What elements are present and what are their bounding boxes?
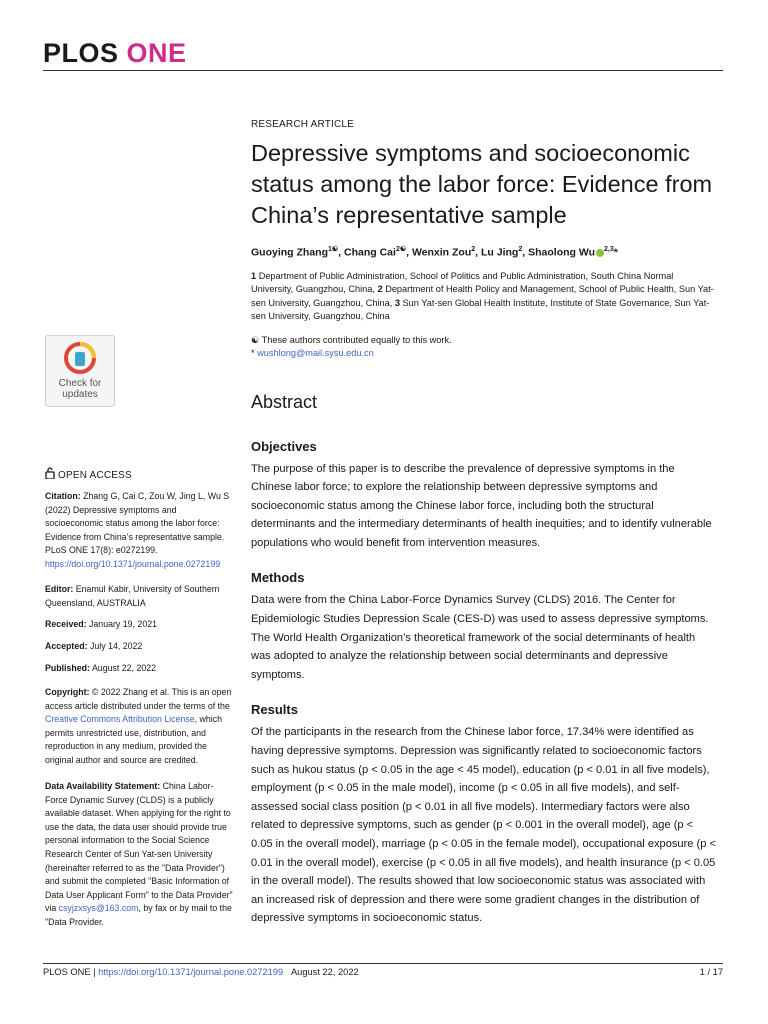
data-availability-block — [45, 780, 235, 930]
author-separator: , — [475, 246, 482, 259]
section-text: The purpose of this paper is to describe the prevalence of depressive symptoms in the Chinese labor force; to explore the relationship between depressive symptoms and socioeconomic status among the Chinese labor force, including both the structural determinants and the intermediary determinants of health inequities; and to identify vulnerable populations who would benefit from intervention measures. — [251, 462, 712, 549]
badge-label-line-1: Check for — [58, 378, 102, 389]
author[interactable]: Wenxin Zou — [411, 246, 472, 259]
editor-block — [45, 583, 235, 610]
author-affil-mark: 2 — [471, 246, 476, 253]
footer-rule — [43, 963, 723, 964]
affiliations — [251, 270, 716, 324]
section-text: Of the participants in the research from the Chinese labor force, 17.34% were identified as having depressive symptoms. Depression was significantly related to socioeconomic factors such as hukou status (p < 0.05 in the age < 45 model), education (p < 0.01 in all five models), employment (p < 0.05 in the male model), income (p < 0.05 in all five models), and self-assessed social class position (p < 0.01 in all five models). Intermediary factors were also related to depressive symptoms, such as gender (p < 0.001 in the overall model), age (p < 0.05 in the overall model), marriage (p < 0.05 in the female model), occupational exposure (p < 0.01 in the overall model), exercise (p < 0.05 in all five models), and health insurance (p < 0.05 in the overall model). The results showed that low socioeconomic status was associated with an increased risk of depression and there were some gradient changes in the distribution of depressive symptoms in socioeconomic status. — [251, 726, 716, 925]
received-label: Received: — [45, 619, 87, 629]
page-footer — [43, 967, 723, 977]
corr-mark: * — [251, 347, 255, 358]
author-separator: , — [522, 246, 529, 259]
article-title: Depressive symptoms and socioeconomic status among the labor force: Evidence from China’s representative sample — [251, 140, 713, 228]
open-access-text: OPEN ACCESS — [57, 470, 132, 481]
abstract-section-results — [251, 702, 716, 928]
footer-journal: PLOS ONE — [43, 967, 91, 977]
page-number: 1 / 17 — [699, 967, 723, 977]
footer-separator: | — [90, 967, 99, 977]
accepted-label: Accepted: — [45, 641, 88, 651]
author[interactable]: Chang Cai — [344, 246, 396, 259]
published-label: Published: — [45, 663, 90, 673]
author[interactable]: Lu Jing — [481, 246, 519, 259]
section-heading: Results — [251, 702, 298, 718]
data-provider-email-link[interactable]: csyjzxsys@163.com — [58, 903, 139, 914]
data-availability-text-end: , by fax or by mail to the "Data Provider. — [45, 903, 232, 927]
journal-logo — [43, 38, 187, 69]
footer-date: August 22, 2022 — [290, 967, 359, 977]
author-affil-mark: 2 — [518, 246, 523, 253]
author-list — [251, 243, 716, 260]
section-heading: Objectives — [251, 438, 317, 454]
header-rule — [43, 70, 723, 71]
main-column — [251, 119, 716, 928]
article-type: RESEARCH ARTICLE — [251, 119, 355, 130]
logo-one: ONE — [126, 38, 187, 68]
published-date: August 22, 2022 — [91, 663, 157, 673]
affil-text: Sun Yat-sen Global Health Institute, Institute of State Governance, Sun Yat-sen University, Guangzhou, China — [251, 297, 710, 321]
orcid-icon[interactable] — [596, 249, 604, 257]
author-affil-mark: 2☯ — [395, 246, 407, 253]
abstract-section-methods — [251, 570, 716, 684]
footer-doi-link[interactable]: https://doi.org/10.1371/journal.pone.0272199 — [98, 967, 284, 977]
abstract-section-objectives — [251, 439, 716, 553]
author[interactable]: Shaolong Wu — [528, 246, 595, 259]
equal-contribution-note: ☯ These authors contributed equally to this work. — [251, 334, 452, 345]
copyright-text-end: , which permits unrestricted use, distribution, and reproduction in any medium, provided the original author and source are credited. — [45, 714, 223, 765]
citation-label: Citation: — [45, 491, 81, 501]
author-affil-mark: 1☯ — [328, 246, 339, 253]
update-check-icon — [64, 342, 96, 374]
copyright-text: © 2022 Zhang et al. This is an open access article distributed under the terms of the — [45, 687, 232, 711]
citation-block — [45, 490, 235, 572]
logo-plos: PLOS — [43, 38, 119, 68]
corresponding-mark: * — [613, 246, 618, 259]
corresponding-note — [251, 347, 716, 360]
author[interactable]: Guoying Zhang — [251, 246, 328, 259]
data-availability-label: Data Availability Statement: — [45, 781, 161, 791]
received-block — [45, 618, 235, 632]
accepted-date: July 14, 2022 — [89, 641, 143, 651]
check-for-updates-badge[interactable] — [45, 335, 115, 407]
author-affil-mark: 2,3 — [604, 246, 614, 253]
affil-text: Department of Health Policy and Management, School of Public Health, Sun Yat-sen University, Guangzhou, China, — [251, 284, 714, 308]
copyright-block — [45, 686, 235, 768]
editor-label: Editor: — [45, 584, 74, 594]
affil-number: 3 — [394, 297, 400, 308]
open-access-label — [45, 467, 132, 481]
section-text: Data were from the China Labor-Force Dynamics Survey (CLDS) 2016. The Center for Epidemiologic Studies Depression Scale (CES-D) was used to assess depressive symptoms. The World Health Organization’s theoretical framework of the social determinants of health was adopted to analyze the relationship between social determinants and depressive symptoms. — [251, 594, 709, 681]
affil-number: 1 — [251, 270, 257, 281]
editor-text: Enamul Kabir, University of Southern Queensland, AUSTRALIA — [45, 584, 220, 608]
published-block — [45, 662, 235, 676]
citation-text: Zhang G, Cai C, Zou W, Jing L, Wu S (2022) Depressive symptoms and socioeconomic status among the labor force: Evidence from China’s representative sample. PLoS ONE 17(8): e0272199. — [45, 491, 230, 556]
badge-label-line-2: updates — [62, 389, 98, 400]
accepted-block — [45, 640, 235, 654]
section-heading: Methods — [251, 570, 305, 586]
author-notes — [251, 334, 716, 360]
license-link[interactable]: Creative Commons Attribution License — [45, 714, 195, 725]
abstract-heading: Abstract — [251, 391, 318, 412]
corresponding-email-link[interactable]: wushlong@mail.sysu.edu.cn — [257, 347, 374, 358]
open-lock-icon — [45, 467, 55, 479]
copyright-label: Copyright: — [45, 687, 90, 697]
citation-doi-link[interactable]: https://doi.org/10.1371/journal.pone.0272199 — [45, 558, 221, 569]
badge-label — [46, 378, 114, 400]
author-separator: , — [406, 246, 412, 259]
affil-number: 2 — [377, 284, 383, 294]
received-date: January 19, 2021 — [89, 619, 157, 629]
data-availability-text: China Labor-Force Dynamic Survey (CLDS) is a publicly available dataset. When applying for the right to use the data, the data user should provide true personal information to the Social Science Research Center of Sun Yat-sen University (hereinafter referred to as the "Data Provider") and submit the completed "Basic Information of Data User Applicant Form" to the Data Provider" via — [45, 781, 233, 914]
affil-text: Department of Public Administration, School of Politics and Public Administration, South China Normal University, Guangzhou, China, — [251, 270, 674, 294]
author-separator: , — [338, 246, 345, 259]
